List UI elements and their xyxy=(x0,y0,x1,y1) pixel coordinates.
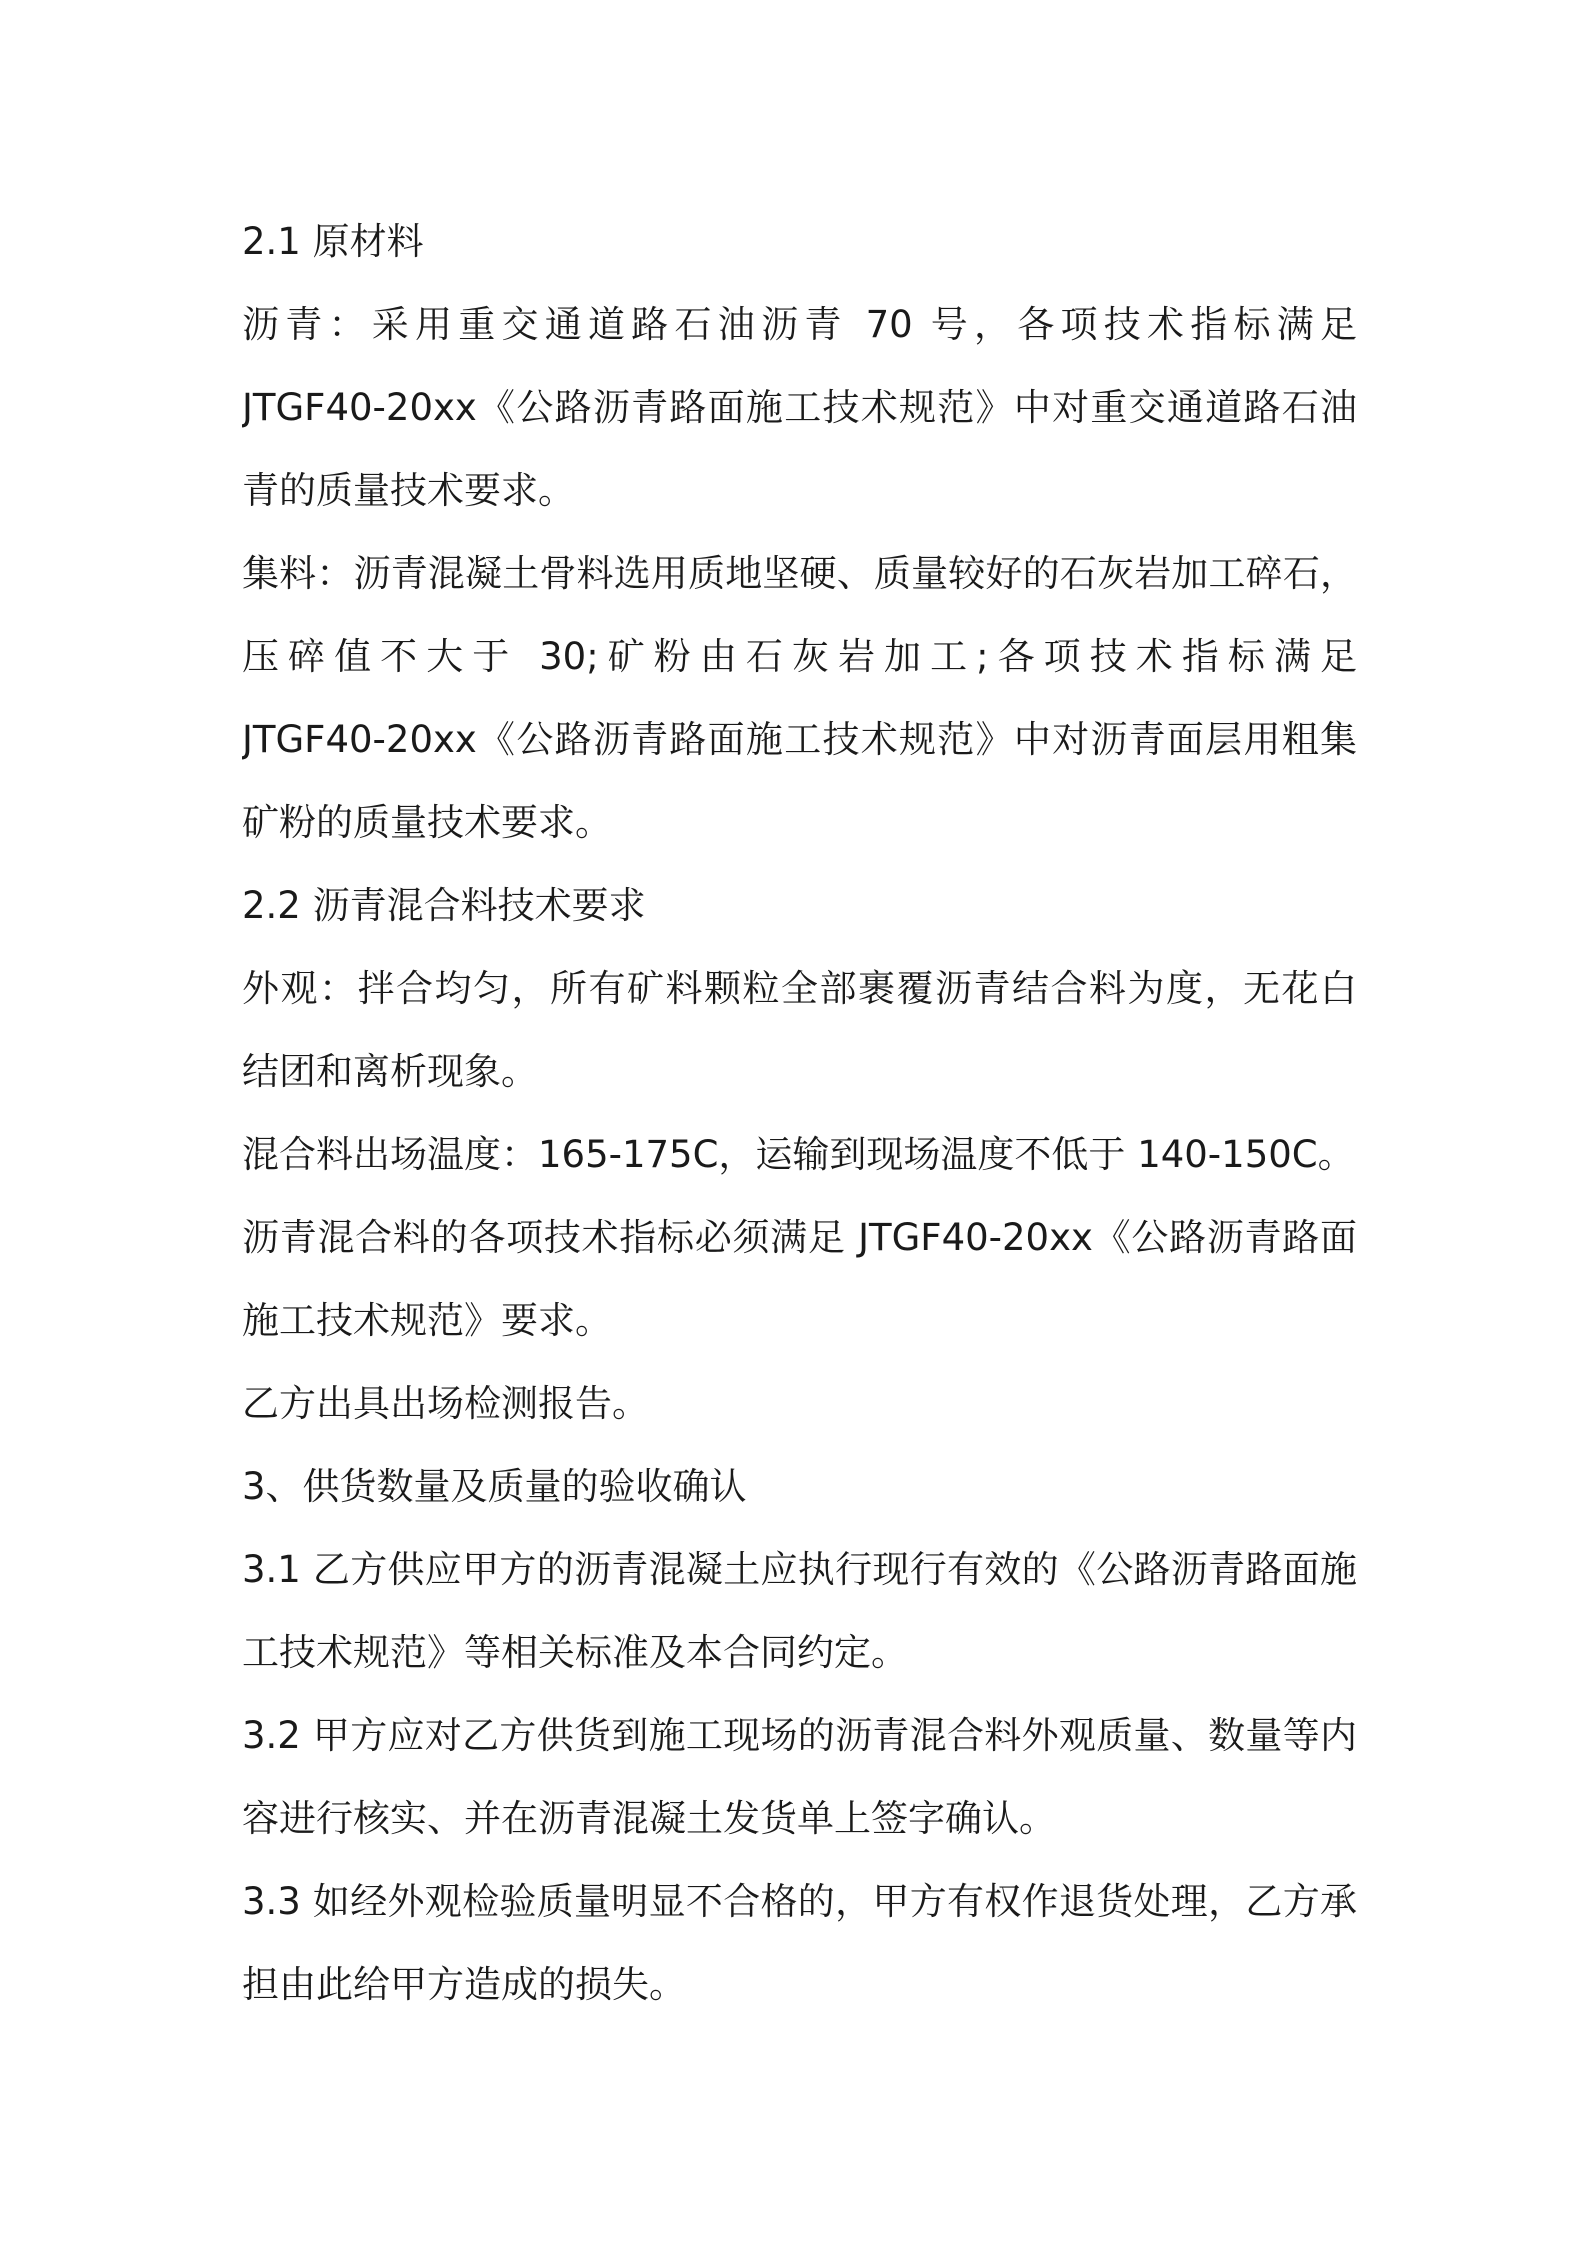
appearance-line-1: 外观：拌合均匀，所有矿料颗粒全部裹覆沥青结合料为度，无花白 xyxy=(242,967,1357,1010)
item-3-3-line-2: 担由此给甲方造成的损失。 xyxy=(242,1963,686,2006)
asphalt-line-2: JTGF40-20xx《公路沥青路面施工技术规范》中对重交通道路石油 xyxy=(242,386,1357,429)
mix-spec-line-1: 沥青混合料的各项技术指标必须满足 JTGF40-20xx《公路沥青路面 xyxy=(242,1216,1357,1259)
asphalt-line-1: 沥青：采用重交通道路石油沥青 70 号，各项技术指标满足 xyxy=(242,303,1357,346)
temperature-line: 混合料出场温度：165-175C，运输到现场温度不低于 140-150C。 xyxy=(242,1133,1355,1176)
mix-spec-line-2: 施工技术规范》要求。 xyxy=(242,1299,612,1342)
item-3-2-line-1: 3.2 甲方应对乙方供货到施工现场的沥青混合料外观质量、数量等内 xyxy=(242,1714,1357,1757)
section-heading-2-2: 2.2 沥青混合料技术要求 xyxy=(242,884,646,927)
document-body xyxy=(242,200,1357,2026)
aggregate-line-1: 集料：沥青混凝土骨料选用质地坚硬、质量较好的石灰岩加工碎石， xyxy=(242,552,1357,595)
aggregate-line-2: 压碎值不大于 30;矿粉由石灰岩加工;各项技术指标满足 xyxy=(242,635,1357,678)
section-heading-2-1: 2.1 原材料 xyxy=(242,220,424,263)
aggregate-line-3: JTGF40-20xx《公路沥青路面施工技术规范》中对沥青面层用粗集 xyxy=(242,718,1357,761)
aggregate-line-4: 矿粉的质量技术要求。 xyxy=(242,801,612,844)
report-line: 乙方出具出场检测报告。 xyxy=(242,1382,649,1425)
item-3-1-line-2: 工技术规范》等相关标准及本合同约定。 xyxy=(242,1631,908,1674)
asphalt-line-3: 青的质量技术要求。 xyxy=(242,469,575,512)
item-3-2-line-2: 容进行核实、并在沥青混凝土发货单上签字确认。 xyxy=(242,1797,1056,1840)
item-3-1-line-1: 3.1 乙方供应甲方的沥青混凝土应执行现行有效的《公路沥青路面施 xyxy=(242,1548,1357,1591)
item-3-3-line-1: 3.3 如经外观检验质量明显不合格的，甲方有权作退货处理，乙方承 xyxy=(242,1880,1357,1923)
appearance-line-2: 结团和离析现象。 xyxy=(242,1050,538,1093)
section-heading-3: 3、供货数量及质量的验收确认 xyxy=(242,1465,747,1508)
